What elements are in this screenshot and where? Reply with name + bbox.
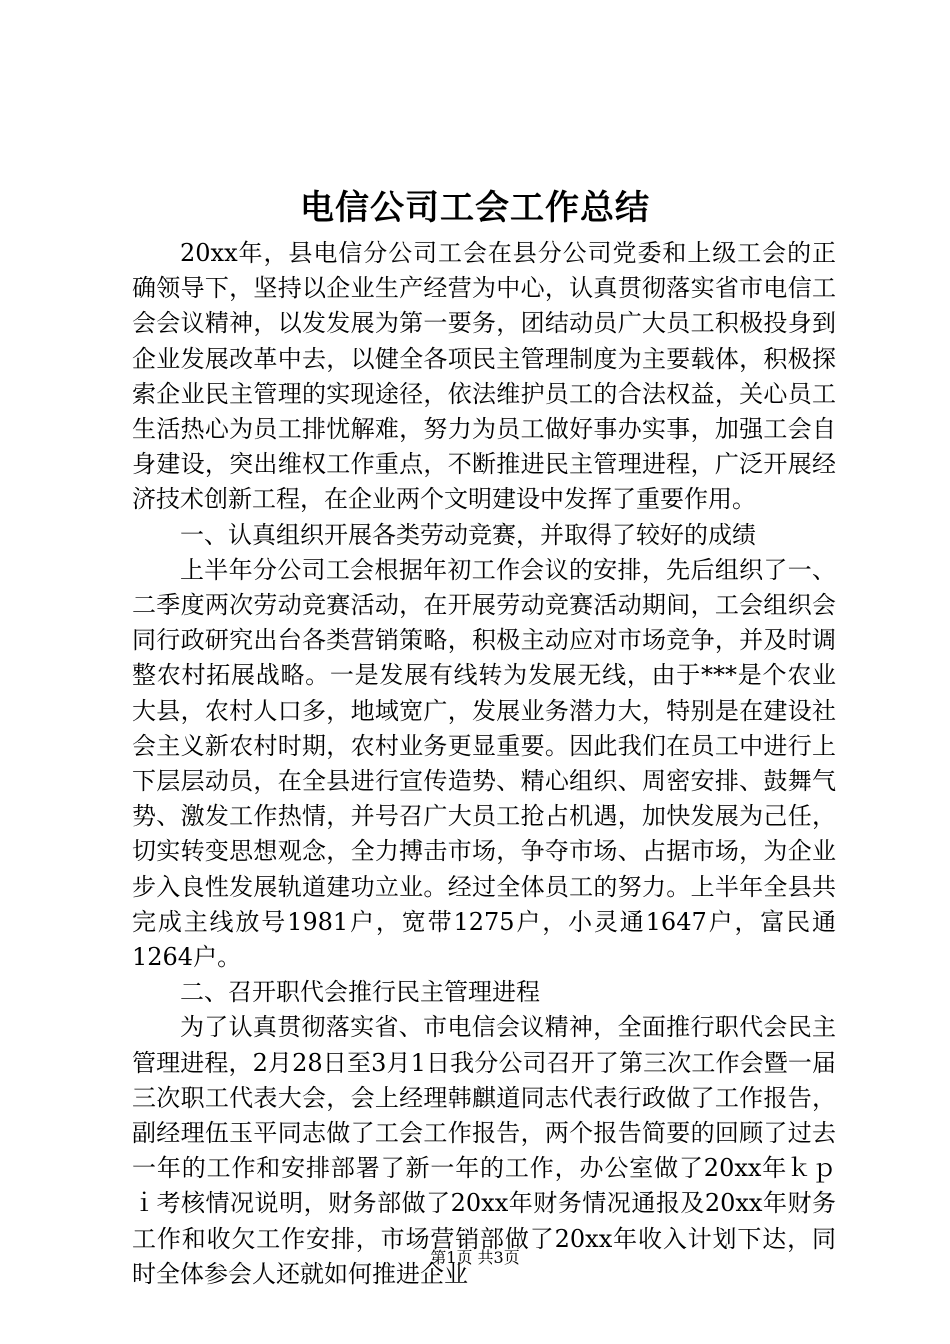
document-title: 电信公司工会工作总结 (300, 188, 650, 228)
section-1-paragraph: 上半年分公司工会根据年初工作会议的安排，先后组织了一、二季度两次劳动竞赛活动，在开展劳动竞赛活动期间，工会组织会同行政研究出台各类营销策略，积极主动应对市场竞争，并及时调整农村拓展战略。一是发展有线转为发展无线，由于***是个农业大县，农村人口多，地域宽广，发展业务潜力大，特别是在建设社会主义新农村时期，农村业务更显重要。因此我们在员工中进行上下层层动员，在全县进行宣传造势、精心组织、周密安排、鼓舞气势、激发工作热情，并号召广大员工抢占机遇，加快发展为己任，切实转变思想观念，全力搏击市场，争夺市场、占据市场，为企业步入良性发展轨道建功立业。经过全体员工的努力。上半年全县共完成主线放号1981户，宽带1275户，小灵通1647户，富民通1264户。 (132, 555, 836, 972)
page-number-footer: 第1页 共3页 (430, 1248, 520, 1267)
section-2-paragraph: 为了认真贯彻落实省、市电信会议精神，全面推行职代会民主管理进程，2月28日至3月1日我分公司召开了第三次工作会暨一届三次职工代表大会，会上经理韩麒道同志代表行政做了工作报告，副经理伍玉平同志做了工会工作报告，两个报告简要的回顾了过去一年的工作和安排部署了新一年的工作，办公室做了20xx年ｋｐｉ考核情况说明，财务部做了20xx年财务情况通报及20xx年财务工作和收欠工作安排，市场营销部做了20xx年收入计划下达，同时全体参会人还就如何推进企业 (132, 1013, 836, 1288)
section-heading-2: 二、召开职代会推行民主管理进程 (180, 978, 540, 1007)
document-body (132, 236, 836, 1292)
intro-paragraph: 20xx年，县电信分公司工会在县分公司党委和上级工会的正确领导下，坚持以企业生产经营为中心，认真贯彻落实省市电信工会会议精神，以发发展为第一要务，团结动员广大员工积极投身到企业发展改革中去，以健全各项民主管理制度为主要载体，积极探索企业民主管理的实现途径，依法维护员工的合法权益，关心员工生活热心为员工排忧解难，努力为员工做好事办实事，加强工会自身建设，突出维权工作重点，不断推进民主管理进程，广泛开展经济技术创新工程，在企业两个文明建设中发挥了重要作用。 (132, 239, 836, 514)
section-heading-1: 一、认真组织开展各类劳动竞赛，并取得了较好的成绩 (180, 520, 756, 549)
